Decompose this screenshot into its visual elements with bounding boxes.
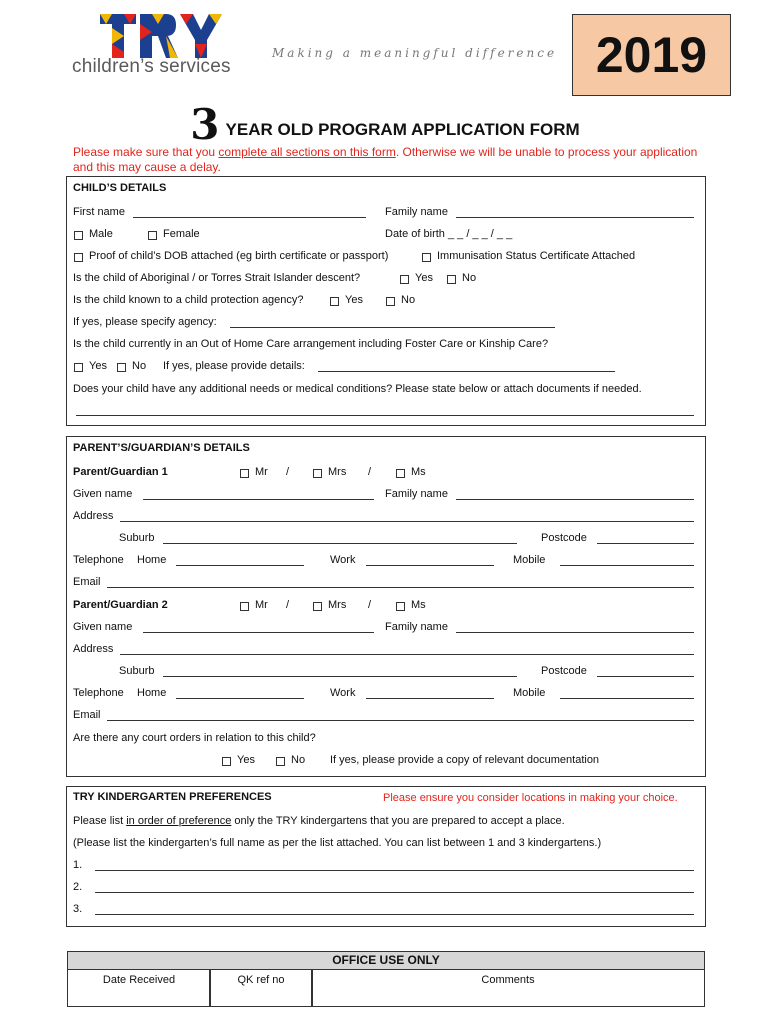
needs-question: Does your child have any additional needs or medical conditions? Please state below or attach documents if needed. bbox=[73, 383, 642, 395]
aboriginal-no-checkbox[interactable] bbox=[447, 275, 456, 284]
aboriginal-question: Is the child of Aboriginal / or Torres Strait Islander descent? bbox=[73, 272, 361, 284]
first-name-field[interactable] bbox=[133, 217, 366, 218]
home-care-yes-label: Yes bbox=[89, 360, 107, 372]
child-family-name-label: Family name bbox=[385, 206, 448, 218]
g2-mobile-label: Mobile bbox=[513, 687, 546, 699]
specify-agency-field[interactable] bbox=[230, 327, 555, 328]
protection-yes-label: Yes bbox=[345, 294, 363, 306]
g1-suburb-field[interactable] bbox=[163, 543, 517, 544]
g2-mobile-field[interactable] bbox=[560, 698, 694, 699]
g1-email-field[interactable] bbox=[107, 587, 694, 588]
guardian2-label: Parent/Guardian 2 bbox=[73, 599, 168, 611]
g2-ms-checkbox[interactable] bbox=[396, 602, 405, 611]
provide-details-field[interactable] bbox=[318, 371, 615, 372]
pref-1-label: 1. bbox=[73, 859, 83, 871]
g2-family-name-field[interactable] bbox=[456, 632, 694, 633]
g1-home-field[interactable] bbox=[176, 565, 304, 566]
guardian1-label: Parent/Guardian 1 bbox=[73, 466, 168, 478]
g1-slash-2: / bbox=[368, 466, 372, 478]
notice bbox=[73, 145, 713, 175]
court-yes-checkbox[interactable] bbox=[222, 757, 231, 766]
form-title bbox=[0, 100, 770, 149]
g1-work-label: Work bbox=[330, 554, 356, 566]
g2-work-label: Work bbox=[330, 687, 356, 699]
aboriginal-yes-checkbox[interactable] bbox=[400, 275, 409, 284]
g1-mobile-field[interactable] bbox=[560, 565, 694, 566]
g1-given-name-label: Given name bbox=[73, 488, 133, 500]
male-label: Male bbox=[89, 228, 113, 240]
home-care-no-label: No bbox=[132, 360, 147, 372]
g1-email-label: Email bbox=[73, 576, 101, 588]
g1-mr-label: Mr bbox=[255, 466, 268, 478]
g1-mrs-label: Mrs bbox=[328, 466, 347, 478]
male-checkbox[interactable] bbox=[74, 231, 83, 240]
g2-email-label: Email bbox=[73, 709, 101, 721]
office-use-heading: OFFICE USE ONLY bbox=[67, 951, 705, 970]
aboriginal-yes-label: Yes bbox=[415, 272, 433, 284]
immunisation-checkbox[interactable] bbox=[422, 253, 431, 262]
kinder-list-underlined: in order of preference bbox=[126, 815, 232, 827]
try-logo-mark bbox=[100, 14, 222, 58]
court-no-checkbox[interactable] bbox=[276, 757, 285, 766]
g2-address-field[interactable] bbox=[120, 654, 694, 655]
g2-slash-1: / bbox=[286, 599, 290, 611]
kinder-list-text-2: only the TRY kindergartens that you are prepared to accept a place. bbox=[231, 815, 565, 827]
g1-address-label: Address bbox=[73, 510, 114, 522]
g2-postcode-label: Postcode bbox=[541, 665, 587, 677]
g2-ms-label: Ms bbox=[411, 599, 426, 611]
g2-mrs-checkbox[interactable] bbox=[313, 602, 322, 611]
g2-telephone-label: Telephone bbox=[73, 687, 124, 699]
court-order-question: Are there any court orders in relation to this child? bbox=[73, 732, 316, 744]
protection-no-label: No bbox=[401, 294, 416, 306]
provide-details-label: If yes, please provide details: bbox=[163, 360, 305, 372]
aboriginal-no-label: No bbox=[462, 272, 477, 284]
g2-given-name-label: Given name bbox=[73, 621, 133, 633]
g1-ms-checkbox[interactable] bbox=[396, 469, 405, 478]
court-doc-note: If yes, please provide a copy of relevant documentation bbox=[330, 754, 600, 766]
parent-details-heading: PARENT’S/GUARDIAN’S DETAILS bbox=[73, 442, 250, 454]
kinder-list-note: (Please list the kindergarten’s full name as per the list attached. You can list between 1 and 3 kindergartens.) bbox=[73, 837, 602, 849]
comments-cell: Comments bbox=[311, 969, 705, 1007]
female-checkbox[interactable] bbox=[148, 231, 157, 240]
year-box: 2019 bbox=[572, 14, 731, 96]
g2-email-field[interactable] bbox=[107, 720, 694, 721]
home-care-question: Is the child currently in an Out of Home Care arrangement including Foster Care or Kinship Care? bbox=[73, 338, 549, 350]
g2-mrs-label: Mrs bbox=[328, 599, 347, 611]
tagline: Making a meaningful difference bbox=[272, 46, 558, 60]
protection-no-checkbox[interactable] bbox=[386, 297, 395, 306]
notice-text-1: Please make sure that you bbox=[73, 145, 219, 159]
protection-yes-checkbox[interactable] bbox=[330, 297, 339, 306]
g2-home-field[interactable] bbox=[176, 698, 304, 699]
notice-underlined: complete all sections on this form bbox=[218, 145, 396, 159]
child-family-name-field[interactable] bbox=[456, 217, 694, 218]
kinder-list-instruction bbox=[73, 815, 565, 827]
dob-field[interactable]: Date of birth _ _ / _ _ / _ _ bbox=[385, 228, 513, 240]
qk-ref-cell: QK ref no bbox=[209, 969, 313, 1007]
g1-mrs-checkbox[interactable] bbox=[313, 469, 322, 478]
g1-mr-checkbox[interactable] bbox=[240, 469, 249, 478]
pref-3-label: 3. bbox=[73, 903, 83, 915]
g2-home-label: Home bbox=[137, 687, 167, 699]
logo-subtitle: children’s services bbox=[72, 56, 231, 77]
g1-home-label: Home bbox=[137, 554, 167, 566]
g2-mr-label: Mr bbox=[255, 599, 268, 611]
g2-work-field[interactable] bbox=[366, 698, 494, 699]
protection-question: Is the child known to a child protection agency? bbox=[73, 294, 304, 306]
immunisation-label: Immunisation Status Certificate Attached bbox=[437, 250, 636, 262]
female-label: Female bbox=[163, 228, 200, 240]
first-name-label: First name bbox=[73, 206, 125, 218]
g1-work-field[interactable] bbox=[366, 565, 494, 566]
g1-family-name-label: Family name bbox=[385, 488, 448, 500]
notice-text-2: . Otherwise we will be unable to process your application and this may cause a delay. bbox=[73, 145, 698, 174]
g2-suburb-label: Suburb bbox=[119, 665, 155, 677]
child-details-heading: CHILD’S DETAILS bbox=[73, 182, 167, 194]
g1-given-name-field[interactable] bbox=[143, 499, 374, 500]
needs-field[interactable] bbox=[76, 415, 694, 416]
kinder-preferences-section bbox=[66, 786, 706, 927]
g2-postcode-field[interactable] bbox=[597, 676, 694, 677]
kinder-ensure-note: Please ensure you consider locations in making your choice. bbox=[383, 792, 678, 804]
g1-ms-label: Ms bbox=[411, 466, 426, 478]
date-received-cell: Date Received bbox=[67, 969, 211, 1007]
home-care-no-checkbox[interactable] bbox=[117, 363, 126, 372]
title-number: 3 bbox=[190, 100, 220, 149]
g2-mr-checkbox[interactable] bbox=[240, 602, 249, 611]
court-no-label: No bbox=[291, 754, 306, 766]
g1-address-field[interactable] bbox=[120, 521, 694, 522]
proof-dob-label: Proof of child’s DOB attached (eg birth certificate or passport) bbox=[89, 250, 389, 262]
pref-2-field[interactable] bbox=[95, 892, 694, 893]
try-logo bbox=[72, 14, 242, 80]
kinder-list-text-1: Please list bbox=[73, 815, 127, 827]
g1-telephone-label: Telephone bbox=[73, 554, 124, 566]
g1-postcode-label: Postcode bbox=[541, 532, 587, 544]
g1-suburb-label: Suburb bbox=[119, 532, 155, 544]
home-care-yes-checkbox[interactable] bbox=[74, 363, 83, 372]
g2-given-name-field[interactable] bbox=[143, 632, 374, 633]
g2-slash-2: / bbox=[368, 599, 372, 611]
g1-mobile-label: Mobile bbox=[513, 554, 546, 566]
g2-address-label: Address bbox=[73, 643, 114, 655]
g2-suburb-field[interactable] bbox=[163, 676, 517, 677]
kinder-heading: TRY KINDERGARTEN PREFERENCES bbox=[73, 791, 272, 803]
pref-2-label: 2. bbox=[73, 881, 83, 893]
specify-agency-label: If yes, please specify agency: bbox=[73, 316, 217, 328]
pref-1-field[interactable] bbox=[95, 870, 694, 871]
title-text: YEAR OLD PROGRAM APPLICATION FORM bbox=[225, 120, 580, 139]
g2-family-name-label: Family name bbox=[385, 621, 448, 633]
proof-dob-checkbox[interactable] bbox=[74, 253, 83, 262]
pref-3-field[interactable] bbox=[95, 914, 694, 915]
g1-postcode-field[interactable] bbox=[597, 543, 694, 544]
court-yes-label: Yes bbox=[237, 754, 255, 766]
g1-slash-1: / bbox=[286, 466, 290, 478]
g1-family-name-field[interactable] bbox=[456, 499, 694, 500]
